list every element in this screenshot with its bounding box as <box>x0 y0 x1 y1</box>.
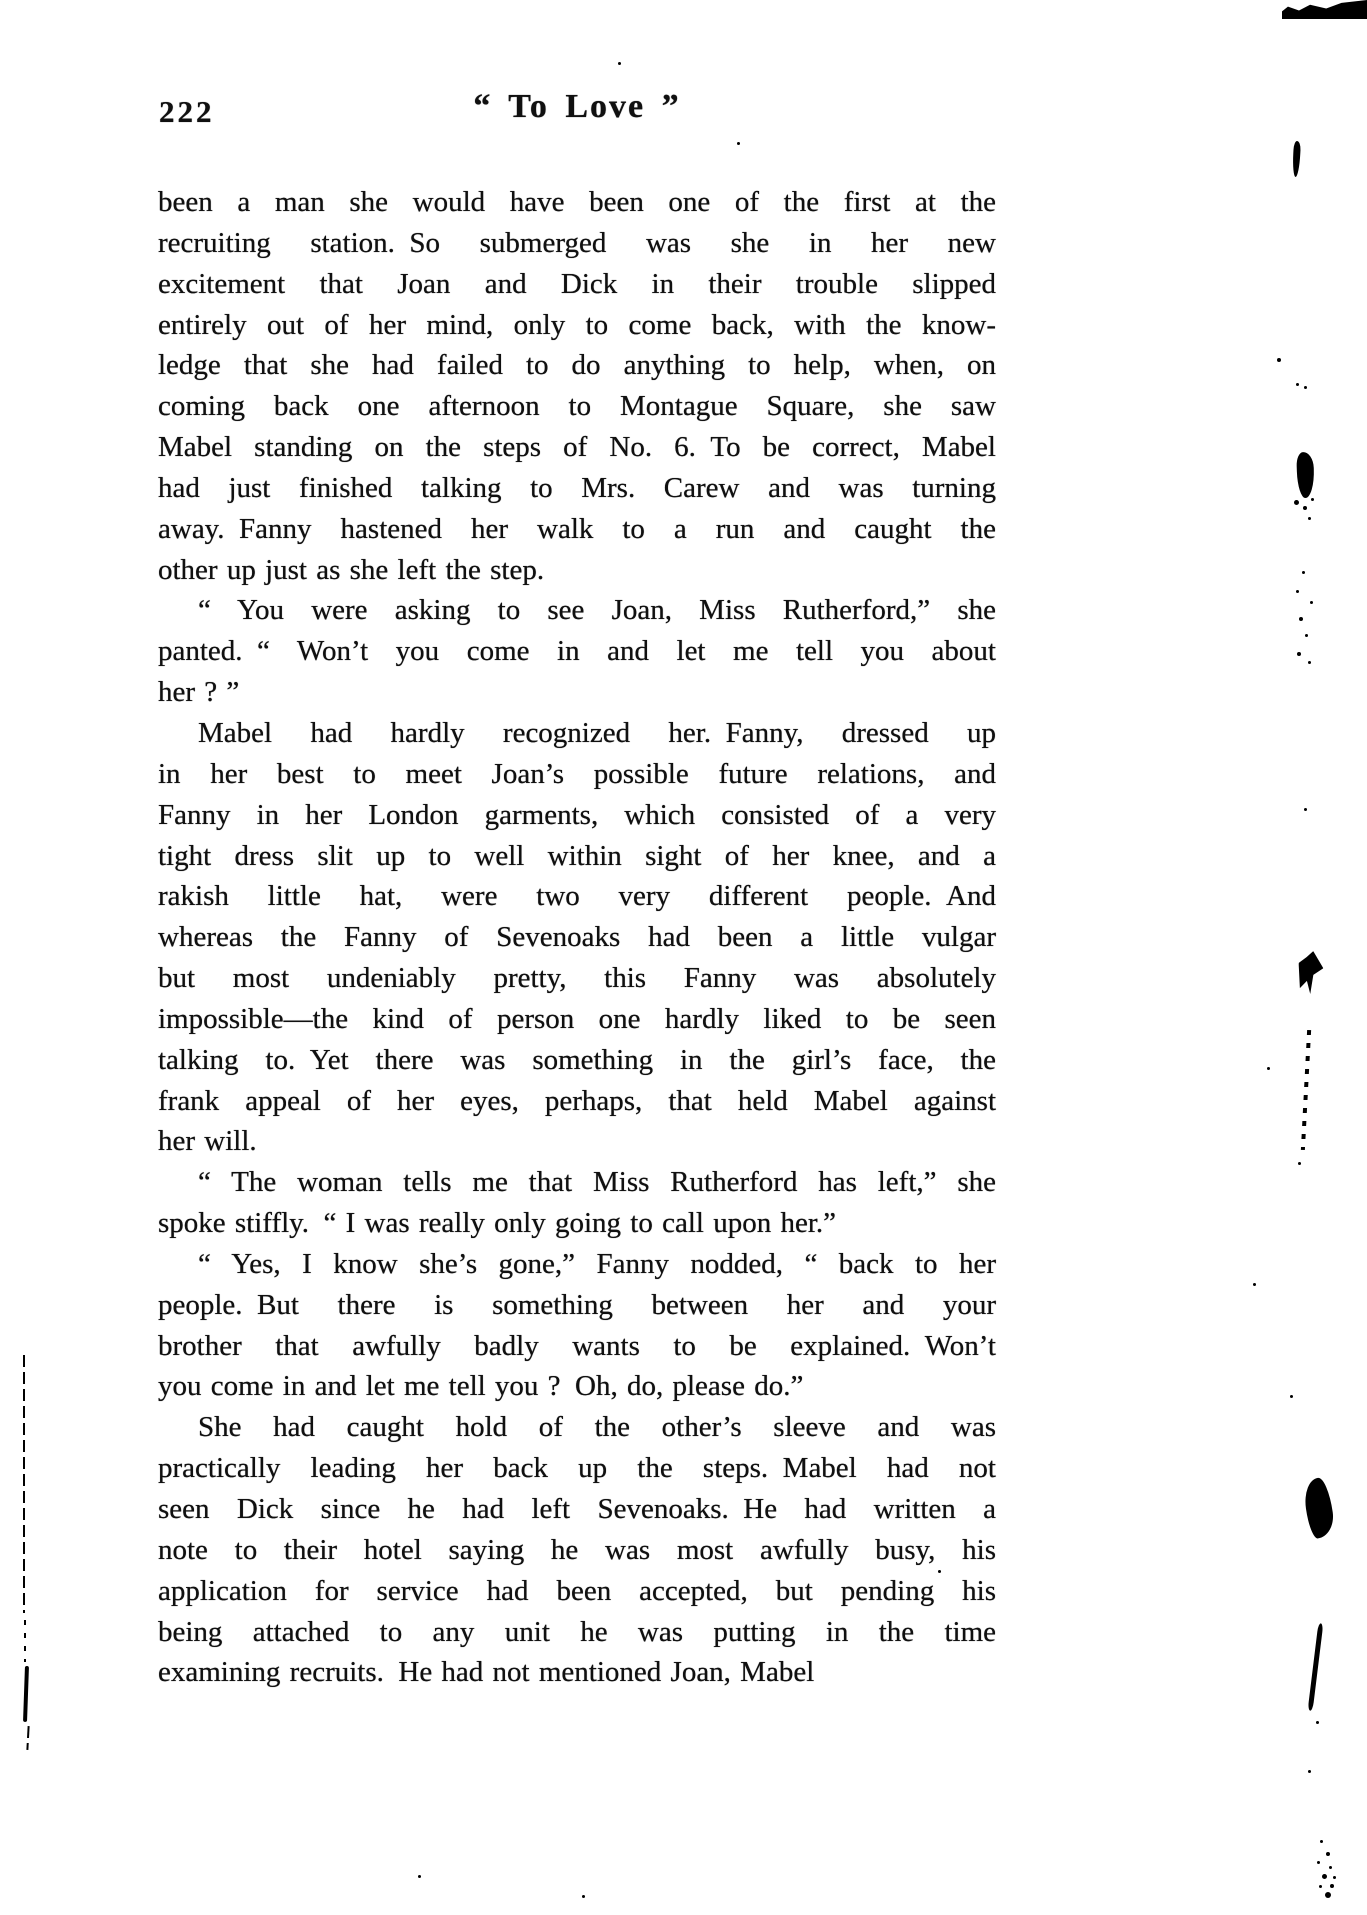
text-line: talking to. Yet there was something in the girl’s face, the <box>158 1043 996 1076</box>
text-line: recruiting station. So submerged was she in her new <box>158 226 996 259</box>
dots-ink-mark <box>24 1620 26 1662</box>
text-line: impossible—the kind of person one hardly liked to be seen <box>158 1002 996 1035</box>
leaf-ink-mark <box>1302 1476 1336 1539</box>
text-line: coming back one afternoon to Montague Square, she saw <box>158 390 996 423</box>
streak-ink-mark <box>1308 1623 1324 1711</box>
ink-speck <box>1296 383 1299 386</box>
ink-speck <box>1308 517 1311 520</box>
text-line: her will. <box>158 1125 257 1158</box>
ink-speck <box>1304 386 1307 389</box>
ink-speck <box>1297 652 1301 656</box>
ink-speck <box>1310 601 1313 604</box>
ink-speck <box>1325 1892 1331 1898</box>
text-line: rakish little hat, were two very different people. And <box>158 880 996 913</box>
text-line: examining recruits. He had not mentioned Joan, Mabel <box>158 1656 815 1689</box>
text-line: ledge that she had failed to do anything to help, when, on <box>158 349 996 382</box>
ink-speck <box>1308 1770 1311 1773</box>
text-line: whereas the Fanny of Sevenoaks had been a little vulgar <box>158 921 996 954</box>
text-line: Mabel standing on the steps of No. 6. To be correct, Mabel <box>158 431 996 464</box>
dots-ink-mark <box>1301 1030 1311 1150</box>
ink-speck <box>1277 358 1281 362</box>
ink-speck <box>1319 1885 1322 1888</box>
ink-speck <box>737 142 740 145</box>
text-line: frank appeal of her eyes, perhaps, that held Mabel against <box>158 1084 996 1117</box>
ink-speck <box>1296 590 1299 593</box>
text-line: but most undeniably pretty, this Fanny was absolutely <box>158 962 996 995</box>
ink-speck <box>618 62 621 65</box>
text-line: entirely out of her mind, only to come back, with the know- <box>158 308 996 341</box>
ink-speck <box>1317 1861 1320 1864</box>
ink-speck <box>1267 1067 1270 1070</box>
ink-speck <box>1294 500 1299 505</box>
ink-speck <box>582 1895 585 1898</box>
ink-speck <box>1308 661 1311 664</box>
running-title: “ To Love ” <box>473 88 681 125</box>
body-text <box>158 182 996 1693</box>
blob-ink-mark <box>1296 452 1315 499</box>
text-line: seen Dick since he had left Sevenoaks. He had written a <box>158 1493 996 1525</box>
ink-speck <box>1322 1874 1327 1879</box>
ink-speck <box>1320 1840 1323 1843</box>
text-line: other up just as she left the step. <box>158 553 545 586</box>
text-line: spoke stiffly. “ I was really only going to call upon her.” <box>158 1207 836 1240</box>
ink-speck <box>938 1570 941 1573</box>
text-line: away. Fanny hastened her walk to a run and caught the <box>158 512 996 545</box>
dash-ink-mark <box>1292 141 1301 177</box>
ink-speck <box>1302 571 1305 574</box>
text-line: “ You were asking to see Joan, Miss Rutherford,” she <box>198 594 996 627</box>
ink-speck <box>1305 634 1308 637</box>
ink-speck <box>1303 506 1307 510</box>
ink-speck <box>1304 808 1307 811</box>
text-line: note to their hotel saying he was most awfully busy, his <box>158 1533 996 1566</box>
ink-speck <box>1329 1866 1332 1869</box>
text-line: had just finished talking to Mrs. Carew and was turning <box>158 471 996 504</box>
ink-speck <box>1298 1162 1301 1165</box>
text-line: Fanny in her London garments, which consisted of a very <box>158 798 996 831</box>
ink-speck <box>1290 1395 1293 1398</box>
text-line: her ? ” <box>158 676 240 709</box>
wedge-ink-mark <box>1282 0 1367 19</box>
ink-speck <box>1326 1852 1330 1856</box>
text-line: excitement that Joan and Dick in their trouble slipped <box>158 267 996 300</box>
text-line: She had caught hold of the other’s sleeve and was <box>198 1411 996 1444</box>
text-line: panted. “ Won’t you come in and let me tell you about <box>158 635 996 668</box>
text-line: application for service had been accepted, but pending his <box>158 1574 996 1607</box>
ink-speck <box>1311 498 1314 501</box>
gutter-solid-ink-mark <box>23 1666 29 1722</box>
page-number: 222 <box>159 94 215 129</box>
flag-ink-mark <box>1297 950 1325 995</box>
text-line: in her best to meet Joan’s possible future relations, and <box>158 757 996 790</box>
ink-speck <box>1253 1283 1256 1286</box>
ink-speck <box>1333 1876 1336 1879</box>
ink-speck <box>1330 1884 1334 1888</box>
gutter-ink-mark <box>23 1355 25 1613</box>
gutter-ink-mark <box>26 1726 29 1750</box>
text-line: tight dress slit up to well within sight of her knee, and a <box>158 839 996 872</box>
text-line: Mabel had hardly recognized her. Fanny, dressed up <box>198 716 996 749</box>
ink-speck <box>1316 1721 1319 1724</box>
text-line: “ Yes, I know she’s gone,” Fanny nodded, “ back to her <box>198 1247 996 1280</box>
ink-speck <box>418 1875 421 1878</box>
text-line: “ The woman tells me that Miss Rutherford has left,” she <box>198 1166 996 1199</box>
text-line: been a man she would have been one of the first at the <box>158 186 996 218</box>
text-line: people. But there is something between her and your <box>158 1288 996 1321</box>
text-line: you come in and let me tell you ? Oh, do, please do.” <box>158 1370 804 1403</box>
ink-speck <box>1299 617 1303 621</box>
text-line: being attached to any unit he was putting in the time <box>158 1615 996 1648</box>
text-line: brother that awfully badly wants to be explained. Won’t <box>158 1329 996 1362</box>
text-line: practically leading her back up the steps. Mabel had not <box>158 1452 996 1485</box>
